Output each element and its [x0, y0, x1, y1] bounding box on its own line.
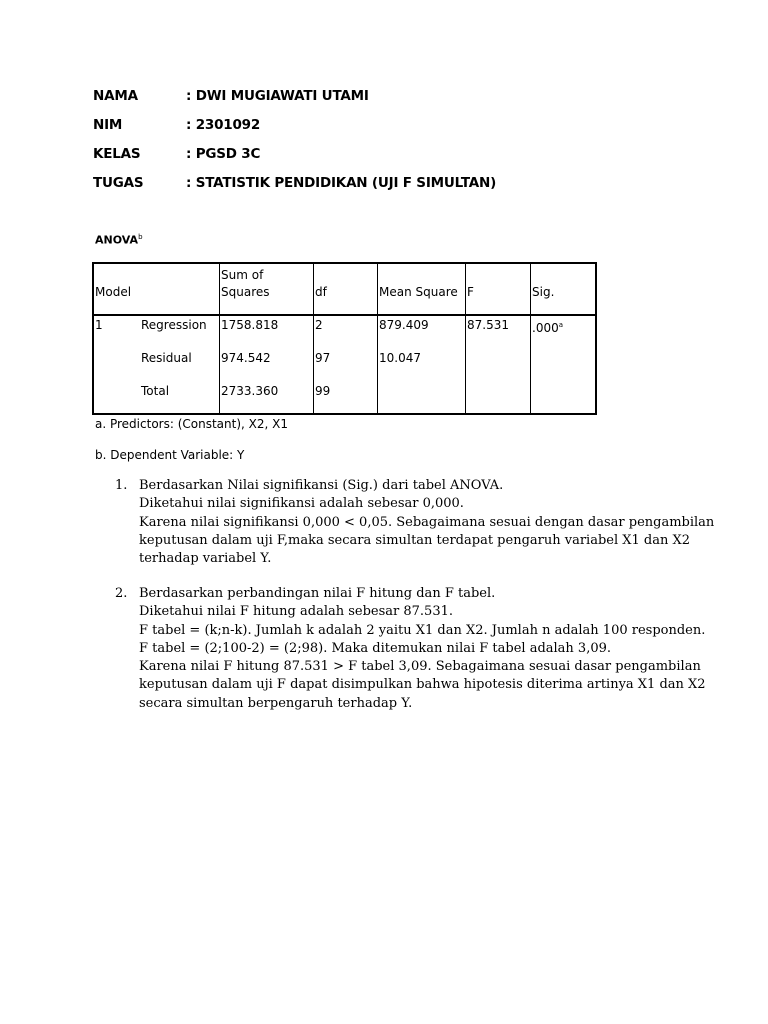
info-label: NIM — [93, 117, 123, 133]
paragraph-line: Diketahui nilai signifikansi adalah sebesar 0,000. — [139, 496, 464, 512]
row-name: Residual — [141, 351, 192, 365]
info-value: : 2301092 — [186, 117, 261, 133]
paragraph-line: keputusan dalam uji F,maka secara simultan terdapat pengaruh variabel X1 dan X2 — [139, 532, 691, 548]
table-divider — [530, 264, 531, 413]
row-sig-sup: a — [558, 321, 564, 329]
header-df: df — [315, 285, 327, 299]
footnote-predictors: a. Predictors: (Constant), X2, X1 — [95, 417, 288, 431]
header-sig: Sig. — [532, 285, 555, 299]
list-item — [115, 585, 706, 713]
row-sig — [532, 317, 563, 337]
table-divider — [465, 264, 466, 413]
table-header-divider — [94, 314, 595, 316]
paragraph-line: terhadap variabel Y. — [139, 551, 272, 567]
row-mean-square: 10.047 — [379, 351, 421, 365]
info-label: NAMA — [93, 88, 138, 104]
row-sum-squares: 974.542 — [221, 351, 271, 365]
info-value: : STATISTIK PENDIDIKAN (UJI F SIMULTAN) — [186, 175, 497, 191]
model-number: 1 — [95, 318, 103, 332]
paragraph-line: F tabel = (k;n-k). Jumlah k adalah 2 yaitu X1 dan X2. Jumlah n adalah 100 responden. — [139, 622, 706, 638]
row-sum-squares: 1758.818 — [221, 318, 279, 332]
anova-title-text: ANOVA — [95, 233, 139, 247]
paragraph-line: Berdasarkan perbandingan nilai F hitung dan F tabel. — [139, 586, 496, 601]
header-sum-squares-1: Sum of — [221, 268, 264, 282]
footnote-dependent: b. Dependent Variable: Y — [95, 448, 245, 462]
info-label: TUGAS — [93, 175, 144, 191]
header-sum-squares-2: Squares — [221, 285, 270, 299]
row-sig-value: .000 — [532, 321, 559, 335]
table-divider — [313, 264, 314, 413]
row-f: 87.531 — [467, 318, 509, 332]
header-model: Model — [95, 285, 132, 299]
anova-title — [95, 233, 143, 247]
row-name: Total — [141, 384, 170, 398]
paragraph-line: secara simultan berpengaruh terhadap Y. — [139, 695, 413, 711]
info-value: : PGSD 3C — [186, 146, 261, 162]
row-df: 2 — [315, 318, 323, 332]
info-value: : DWI MUGIAWATI UTAMI — [186, 88, 369, 104]
row-df: 97 — [315, 351, 331, 365]
header-f: F — [467, 285, 474, 299]
header-mean-square: Mean Square — [379, 285, 458, 299]
table-divider — [219, 264, 220, 413]
anova-title-sup: b — [138, 233, 143, 241]
paragraph-line: Berdasarkan Nilai signifikansi (Sig.) dari tabel ANOVA. — [139, 478, 504, 493]
paragraph-line: F tabel = (2;100-2) = (2;98). Maka ditemukan nilai F tabel adalah 3,09. — [139, 640, 612, 656]
row-df: 99 — [315, 384, 331, 398]
info-label: KELAS — [93, 146, 141, 162]
list-number: 2. — [115, 586, 128, 601]
table-divider — [377, 264, 378, 413]
paragraph-line: Diketahui nilai F hitung adalah sebesar 87.531. — [139, 604, 453, 620]
list-item — [115, 477, 715, 568]
paragraph-line: Karena nilai F hitung 87.531 > F tabel 3,09. Sebagaimana sesuai dasar pengambilan — [139, 659, 701, 675]
anova-table — [92, 262, 597, 415]
list-number: 1. — [115, 478, 128, 493]
paragraph-line: Karena nilai signifikansi 0,000 < 0,05. Sebagaimana sesuai dengan dasar pengambilan — [139, 514, 715, 530]
paragraph-line: keputusan dalam uji F dapat disimpulkan bahwa hipotesis diterima artinya X1 dan X2 — [139, 677, 706, 693]
row-sum-squares: 2733.360 — [221, 384, 279, 398]
row-name: Regression — [141, 318, 207, 332]
row-mean-square: 879.409 — [379, 318, 429, 332]
